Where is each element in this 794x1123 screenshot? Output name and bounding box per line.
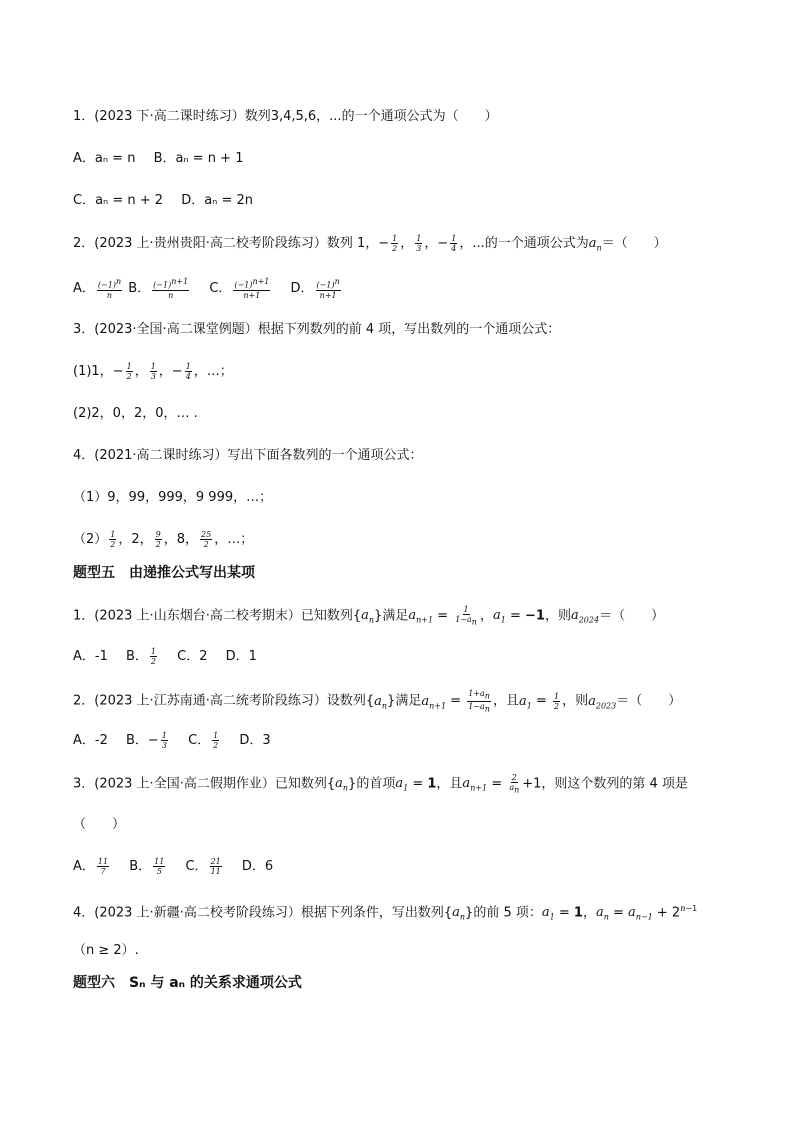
s5q2-option-c[interactable]: C． $\frac{1}{2}$ (188, 731, 219, 750)
q3-stem: 3．(2023·全国·高二课堂例题）根据下列数列的前 4 项，写出数列的一个通项公式： (73, 322, 561, 337)
s5q4-condition: （n ≥ 2）. (73, 943, 139, 958)
section6-title: 题型六 Sₙ 与 aₙ 的关系求通项公式 (73, 975, 302, 991)
q1-option-c[interactable]: C．aₙ = n + 2 (73, 193, 164, 208)
q2-option-d[interactable]: D． $\frac{(-1)^n}{n+1}$ (290, 277, 340, 300)
frac-1-2: $\frac{1}{2}$ (392, 234, 398, 253)
s5q1-option-b[interactable]: B． $\frac{1}{2}$ (126, 647, 157, 666)
q2-stem-suffix: ，...的一个通项公式为 (459, 236, 589, 251)
s5q3-option-a[interactable]: A． $\frac{11}{7}$ (73, 857, 109, 876)
q2-option-c[interactable]: C． $\frac{(-1)^{n+1}}{n+1}$ (209, 277, 270, 300)
s5q3-option-d[interactable]: D．6 (241, 859, 274, 874)
section5-title: 题型五 由递推公式写出某项 (73, 565, 255, 581)
q1-option-b[interactable]: B．aₙ = n + 1 (153, 151, 244, 166)
s5q2-option-d[interactable]: D．3 (239, 733, 271, 748)
q2-stem: 2．(2023 上·贵州贵阳·高二校考阶段练习）数列 1，− $\frac{1}{2}$ ， $\frac{1}{3}$ ，− $\frac{1}{4}$ ，...的一个通项公式为$a_n=$（ ） (73, 234, 667, 253)
q3-part-2: (2)2，0，2，0，… . (73, 406, 198, 421)
q1-option-a[interactable]: A．aₙ = n (73, 151, 136, 166)
s5q1-options (73, 647, 257, 667)
s5q1-stem: 1．(2023 上·山东烟台·高二校考期末）已知数列$\{a_n\}$满足$a_{n+1}$ = $\frac{1}{1-a_n}$ ，$a_1 = -1$，则$a_{2024}=$（ ） (73, 605, 665, 627)
q2-options (73, 277, 343, 300)
q2-option-a[interactable]: A． $\frac{(-1)^n}{n}$ (73, 277, 122, 300)
q2-stem-prefix: 2．(2023 上·贵州贵阳·高二校考阶段练习）数列 1， (73, 236, 379, 251)
s5q2-stem: 2．(2023 上·江苏南通·高二统考阶段练习）设数列$\{a_n\}$满足$a_{n+1}$ = $\frac{1+a_n}{1-a_n}$ ，且$a_1$ = $\frac{1}{2}$ ，则$a_{2023}=$（ ） (73, 689, 682, 714)
s5q1-option-c[interactable]: C．2 (177, 649, 208, 664)
s5q3-option-b[interactable]: B． $\frac{11}{5}$ (129, 857, 165, 876)
s5q3-options (73, 857, 273, 877)
s5q3-bracket: （ ） (73, 817, 126, 832)
s5q2-options (73, 731, 271, 751)
q1-options-ab (73, 149, 243, 169)
q2-stem-end: ＝（ ） (601, 236, 667, 251)
q1-options-cd (73, 191, 253, 211)
s5q1-option-a[interactable]: A．-1 (73, 649, 108, 664)
q3-part-1: (1)1，− $\frac{1}{2}$ ， $\frac{1}{3}$ ，− $\frac{1}{4}$ ，…； (73, 362, 233, 381)
s5q3-stem: 3．(2023 上·全国·高二假期作业）已知数列$\{a_n\}$的首项$a_1 = 1$，且$a_{n+1}$ = $\frac{2}{a_n}$ +1，则这个数列的第 4 项是 (73, 773, 688, 795)
s5q1-option-d[interactable]: D．1 (225, 649, 257, 664)
q4-part-1: （1）9，99，999，9 999，…； (73, 490, 273, 505)
q4-stem: 4．(2021·高二课时练习）写出下面各数列的一个通项公式： (73, 448, 423, 463)
q1-stem: 1．(2023 下·高二课时练习）数列3,4,5,6，...的一个通项公式为（ ） (73, 109, 498, 124)
s5q4-stem: 4．(2023 上·新疆·高二校考阶段练习）根据下列条件，写出数列$\{a_n\}$的前 5 项：$a_1 = 1$，$a_n = a_{n-1} + 2^{n-1}$ (73, 904, 698, 922)
s5q3-option-c[interactable]: C． $\frac{21}{11}$ (185, 857, 221, 876)
q1-option-d[interactable]: D．aₙ = 2n (181, 193, 254, 208)
frac-1-4: $\frac{1}{4}$ (451, 234, 457, 253)
q4-part-2: （2） $\frac{1}{2}$ ，2， $\frac{9}{2}$ ，8， $\frac{25}{2}$ ，…； (73, 530, 254, 549)
s5q2-option-b[interactable]: B．− $\frac{1}{3}$ (126, 731, 167, 750)
s5q2-option-a[interactable]: A．-2 (73, 733, 108, 748)
q2-option-b[interactable]: B． $\frac{(-1)^{n+1}}{n}$ (128, 277, 189, 300)
frac-1-3: $\frac{1}{3}$ (416, 234, 422, 253)
